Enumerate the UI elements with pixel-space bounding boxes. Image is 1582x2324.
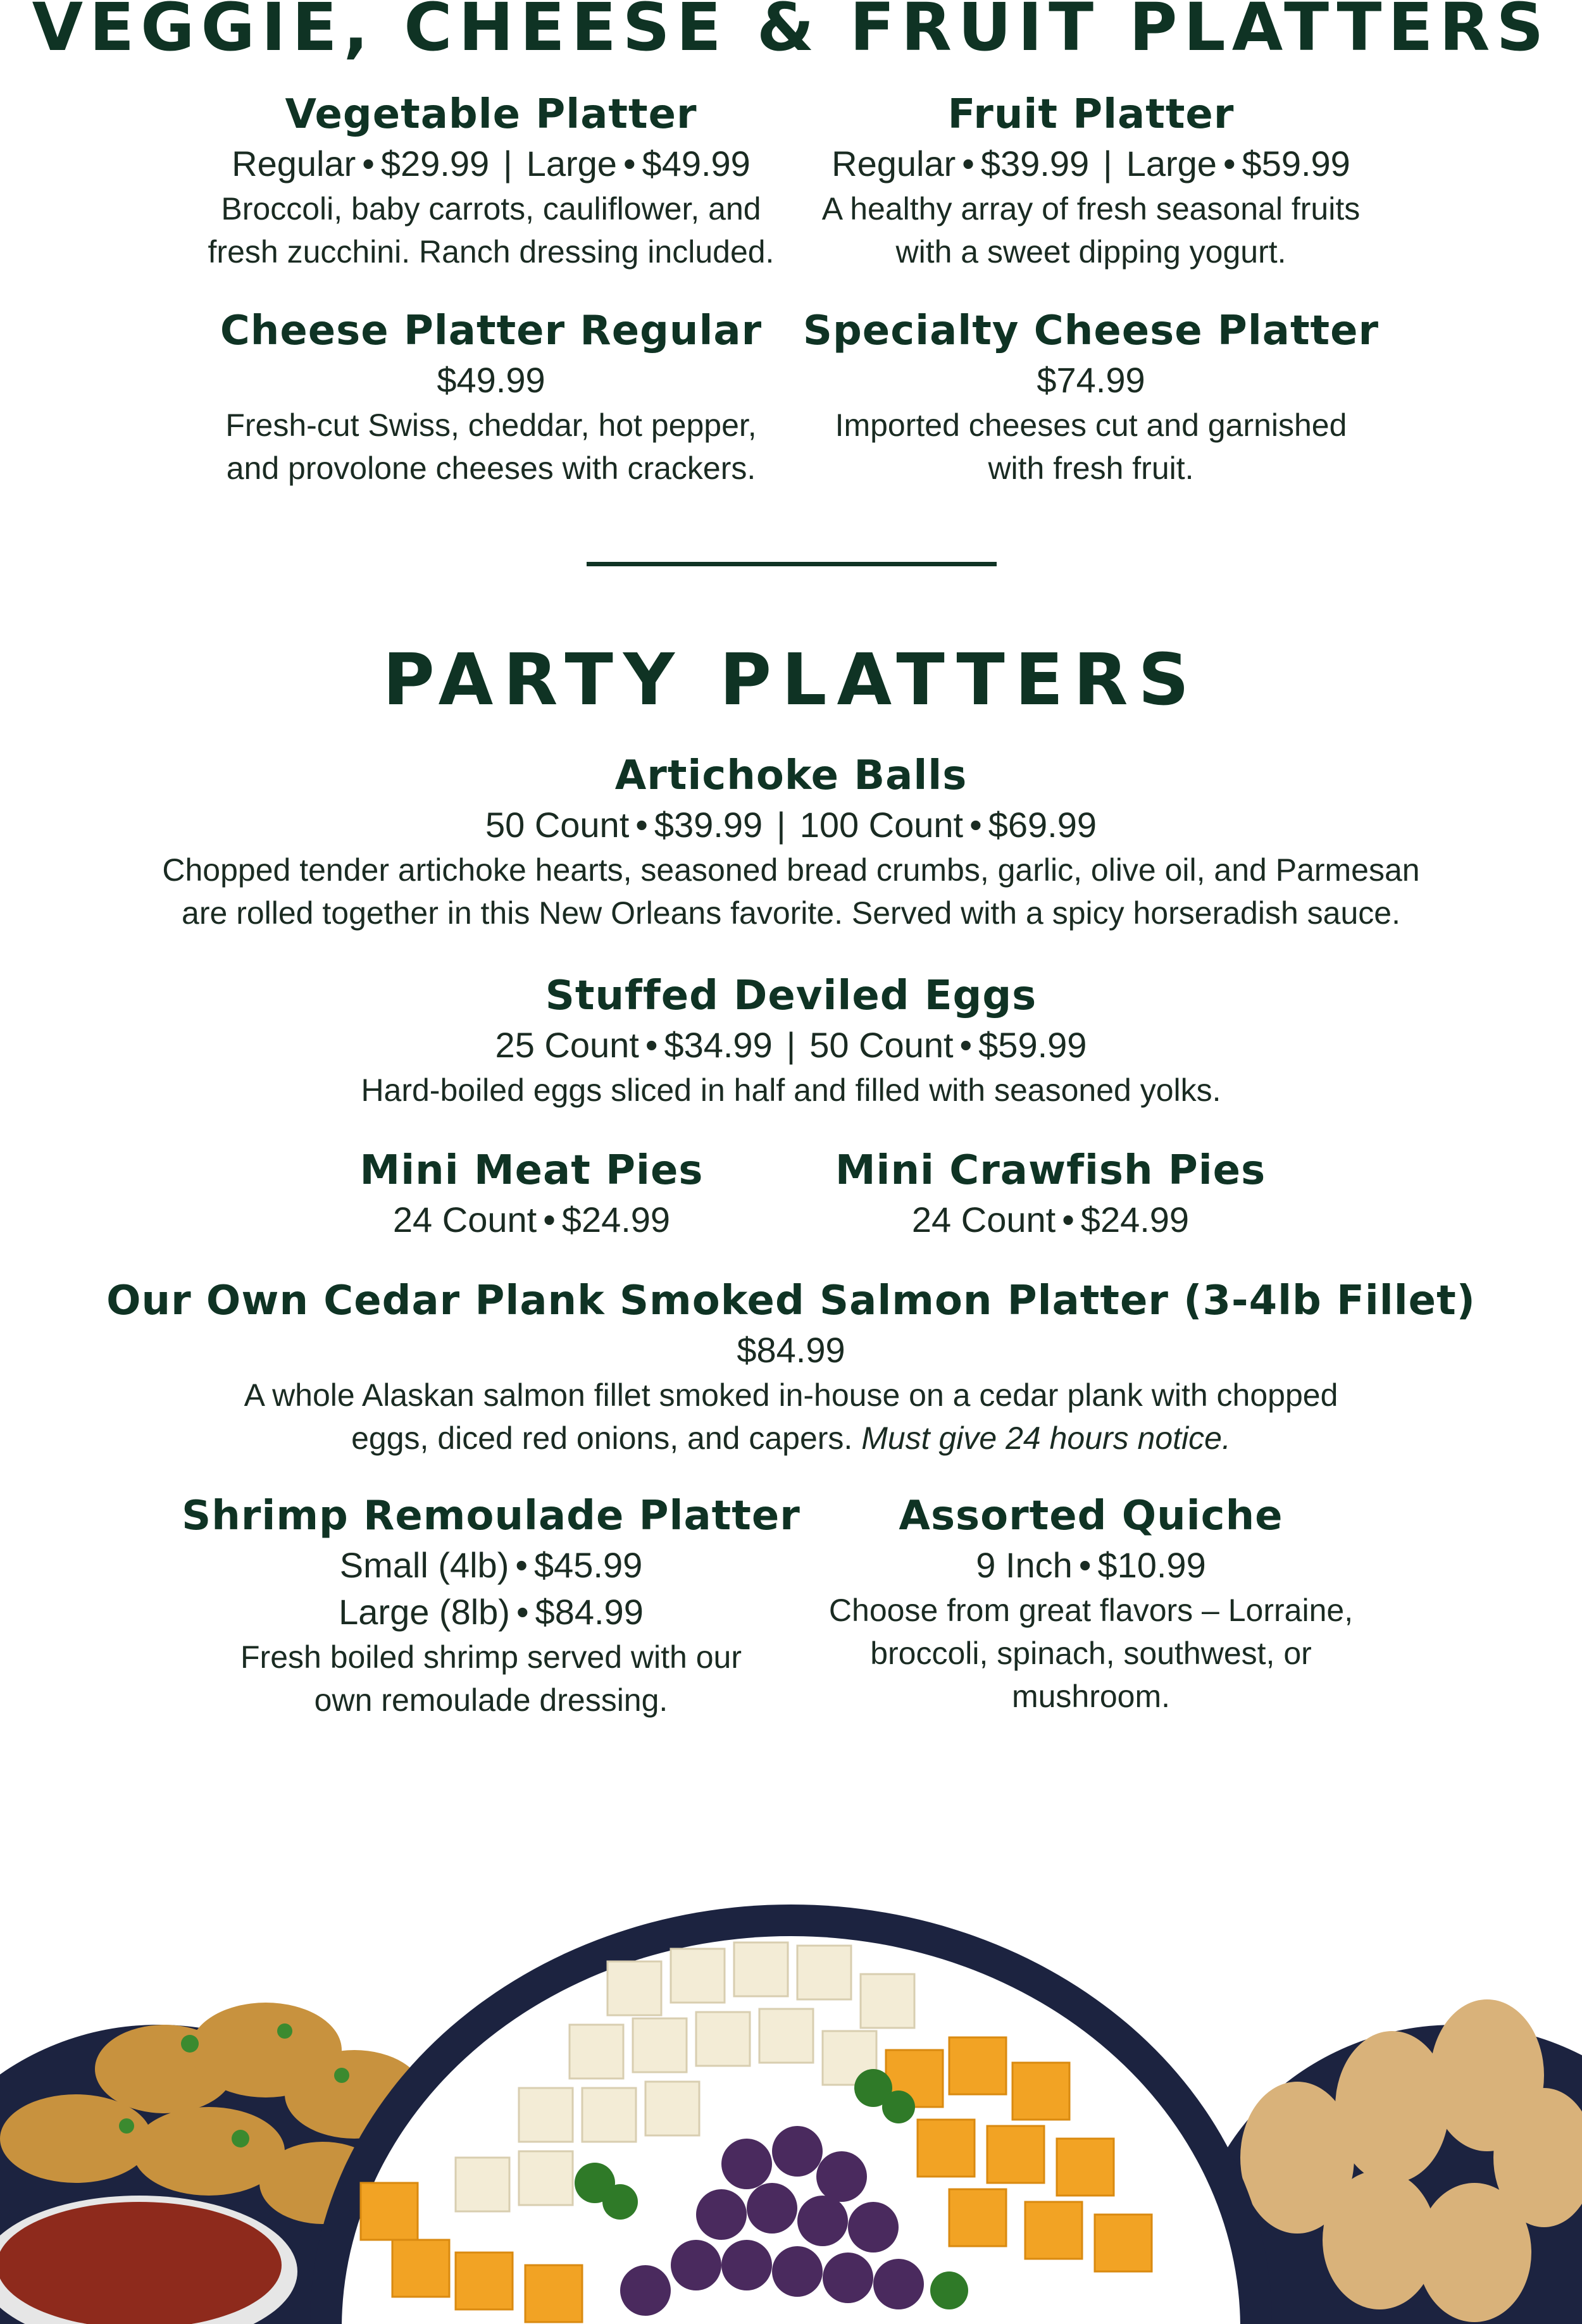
item-price: 24 Count • $24.99 <box>911 1200 1190 1240</box>
menu-item-smoked-salmon-platter <box>95 1275 1487 1460</box>
menu-item-artichoke-balls <box>127 750 1455 935</box>
item-price: Large (8lb) • $84.99 <box>339 1592 644 1632</box>
menu-item-assorted-quiche <box>775 1490 1407 1718</box>
item-name: Artichoke Balls <box>614 752 968 799</box>
menu-item-mini-meat-pies <box>278 1145 785 1243</box>
item-description: broccoli, spinach, southwest, or <box>870 1636 1312 1671</box>
item-price: $49.99 <box>437 360 545 400</box>
menu-item-stuffed-deviled-eggs <box>127 970 1455 1112</box>
item-description: Choose from great flavors – Lorraine, <box>828 1593 1354 1628</box>
section-divider <box>587 562 997 566</box>
menu-item-shrimp-remoulade-platter <box>175 1490 807 1722</box>
item-description: and provolone cheeses with crackers. <box>226 451 756 486</box>
item-name: Assorted Quiche <box>899 1493 1283 1539</box>
food-platter-photo <box>0 1886 1582 2324</box>
item-name: Mini Meat Pies <box>359 1147 704 1194</box>
item-price: 25 Count • $34.99 | 50 Count • $59.99 <box>495 1025 1087 1065</box>
item-description: are rolled together in this New Orleans favorite. Served with a spicy horseradish sauce. <box>182 895 1400 931</box>
item-name: Vegetable Platter <box>285 91 697 138</box>
item-description: Fresh boiled shrimp served with our <box>240 1639 742 1675</box>
item-name: Cheese Platter Regular <box>220 308 763 354</box>
section-title-party: PARTY PLATTERS <box>382 639 1200 721</box>
item-name: Mini Crawfish Pies <box>835 1147 1266 1194</box>
item-description: Imported cheeses cut and garnished <box>835 407 1347 443</box>
item-description: mushroom. <box>1011 1679 1171 1714</box>
menu-item-mini-crawfish-pies <box>797 1145 1304 1243</box>
item-price: 9 Inch • $10.99 <box>976 1545 1206 1585</box>
item-name: Our Own Cedar Plank Smoked Salmon Platter (3-4lb Fillet) <box>106 1277 1476 1324</box>
item-price: $74.99 <box>1037 360 1145 400</box>
item-price: 50 Count • $39.99 | 100 Count • $69.99 <box>485 805 1097 845</box>
item-description: eggs, diced red onions, and capers. Must give 24 hours notice. <box>351 1420 1231 1456</box>
item-price: $84.99 <box>737 1330 845 1370</box>
item-name: Stuffed Deviled Eggs <box>545 972 1037 1019</box>
menu-item-cheese-platter <box>175 305 807 490</box>
item-description: Chopped tender artichoke hearts, seasoned bread crumbs, garlic, olive oil, and Parmesan <box>162 852 1420 888</box>
item-name: Specialty Cheese Platter <box>802 308 1380 354</box>
item-description: A whole Alaskan salmon fillet smoked in-house on a cedar plank with chopped <box>244 1377 1338 1413</box>
item-description: with a sweet dipping yogurt. <box>895 234 1286 270</box>
item-name: Shrimp Remoulade Platter <box>182 1493 800 1539</box>
menu-item-specialty-cheese-platter <box>775 305 1407 490</box>
item-description: fresh zucchini. Ranch dressing included. <box>208 234 775 270</box>
item-price: Small (4lb) • $45.99 <box>339 1545 643 1585</box>
item-description: with fresh fruit. <box>988 451 1194 486</box>
menu-item-vegetable-platter <box>175 89 807 273</box>
notice-note: Must give 24 hours notice. <box>861 1420 1231 1456</box>
item-price: Regular • $29.99 | Large • $49.99 <box>232 144 751 183</box>
item-description: Broccoli, baby carrots, cauliflower, and <box>221 191 761 227</box>
item-description: Fresh-cut Swiss, cheddar, hot pepper, <box>225 407 757 443</box>
item-price: Regular • $39.99 | Large • $59.99 <box>831 144 1350 183</box>
menu-item-fruit-platter <box>775 89 1407 273</box>
item-description: Hard-boiled eggs sliced in half and filled with seasoned yolks. <box>361 1072 1221 1108</box>
item-name: Fruit Platter <box>947 91 1235 138</box>
item-description: own remoulade dressing. <box>314 1682 668 1718</box>
item-description: A healthy array of fresh seasonal fruits <box>821 191 1361 227</box>
section-title-veggie: VEGGIE, CHEESE & FRUIT PLATTERS <box>32 0 1550 66</box>
item-price: 24 Count • $24.99 <box>392 1200 671 1240</box>
